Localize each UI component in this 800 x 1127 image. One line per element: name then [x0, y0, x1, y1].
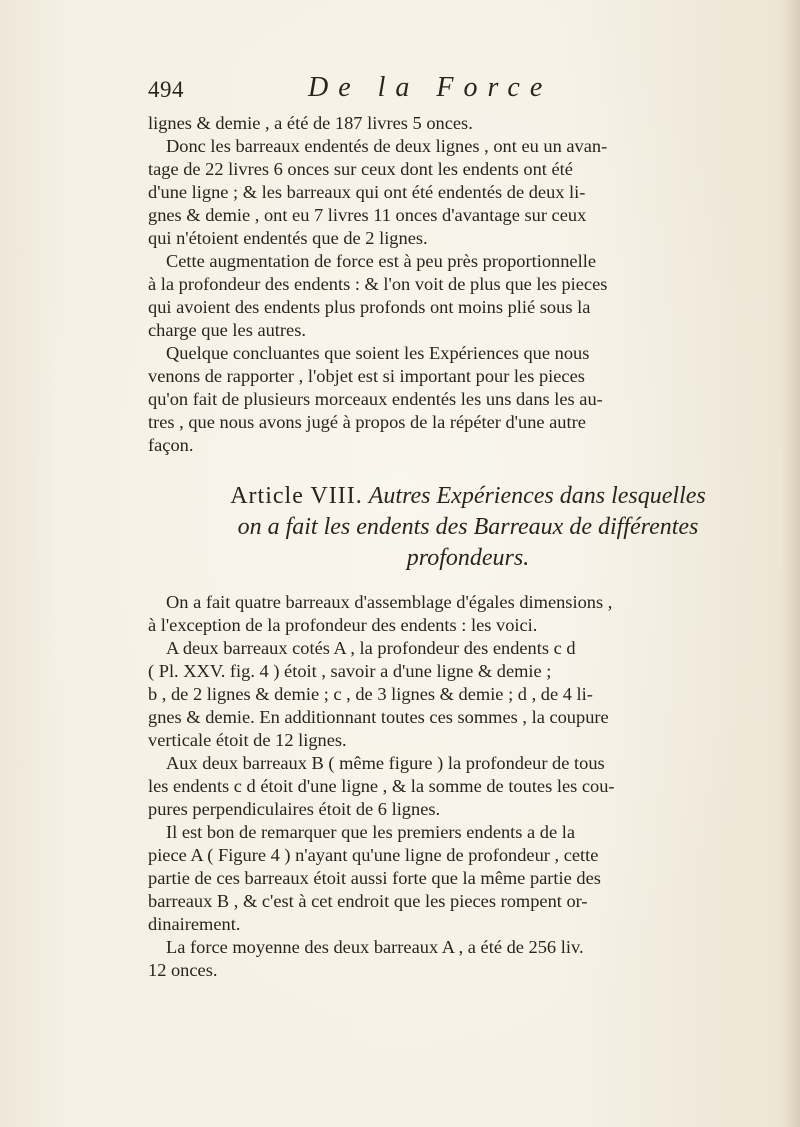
article-heading: Article VIII.: [230, 483, 363, 509]
paragraph-1: lignes & demie , a été de 187 livres 5 onces.: [148, 113, 473, 133]
paragraph-5: On a fait quatre barreaux d'assemblage d'égales dimensions , à l'exception de la profondeur des endents : les voici.: [148, 592, 613, 635]
article-title: [148, 481, 788, 574]
page-number: 494: [148, 77, 184, 102]
page-header: [148, 72, 608, 106]
paragraph-2: Donc les barreaux endentés de deux lignes , ont eu un avan- tage de 22 livres 6 onces sur ceux dont les endents ont été d'une ligne ; & les barreaux qui ont été endentés de deux li- gnes & demie , ont eu 7 livres 11 onces d'avantage sur ceux qui n'étoient endentés que de 2 lignes.: [148, 136, 608, 248]
running-title: De la Force: [308, 72, 553, 103]
paragraph-7: Aux deux barreaux B ( même figure ) la profondeur de tous les endents c d étoit d'une ligne , & la somme de toutes les cou- pures perpendiculaires étoit de 6 lignes.: [148, 753, 615, 819]
article-subtitle: Autres Expériences dans lesquelles on a fait les endents des Barreaux de différentes profondeurs.: [237, 483, 706, 571]
paragraph-9: La force moyenne des deux barreaux A , a été de 256 liv. 12 onces.: [148, 937, 584, 980]
paragraph-6: A deux barreaux cotés A , la profondeur des endents c d ( Pl. XXV. fig. 4 ) étoit , savoir a d'une ligne & demie ; b , de 2 lignes & demie ; c , de 3 lignes & demie ; d , de 4 li- gnes & demie. En additionnant toutes ces sommes , la coupure verticale étoit de 12 lignes.: [148, 638, 609, 750]
body-text: [148, 112, 788, 982]
paragraph-4: Quelque concluantes que soient les Expériences que nous venons de rapporter , l'objet est si important pour les pieces qu'on fait de plusieurs morceaux endentés les uns dans les au- tres , que nous avons jugé à propos de la répéter d'une autre façon.: [148, 343, 603, 455]
paragraph-3: Cette augmentation de force est à peu près proportionnelle à la profondeur des endents : & l'on voit de plus que les pieces qui avoient des endents plus profonds ont moins plié sous la charge que les autres.: [148, 251, 608, 340]
paragraph-8: Il est bon de remarquer que les premiers endents a de la piece A ( Figure 4 ) n'ayant qu'une ligne de profondeur , cette partie de ces barreaux étoit aussi forte que la même partie des barreaux B , & c'est à cet endroit que les pieces rompent or- dinairement.: [148, 822, 601, 934]
